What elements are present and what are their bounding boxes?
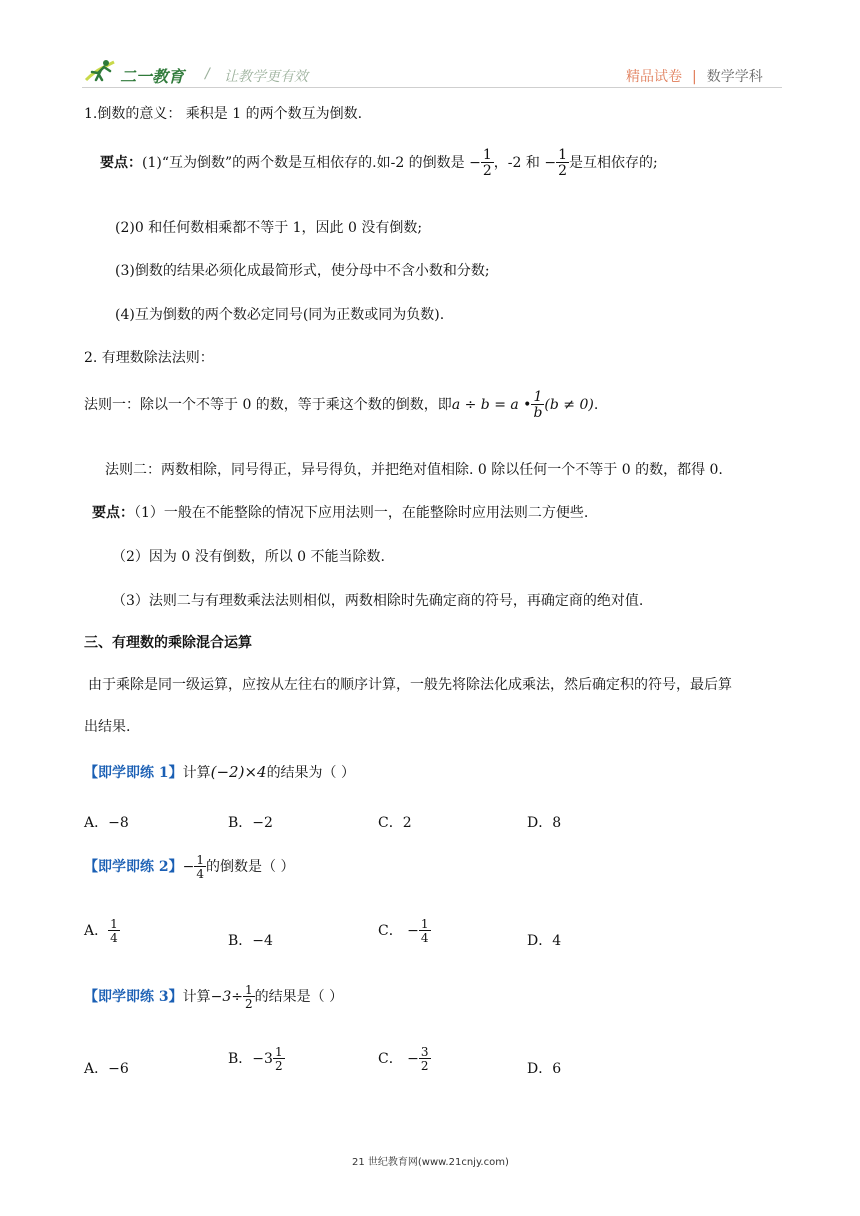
s3-paragraph-line-2: 出结果. (84, 719, 131, 735)
q3-stem-a: 计算 (182, 989, 211, 1005)
q1-expression: (−2)×4 (210, 763, 267, 781)
q2-option-a[interactable]: A． $\frac{1}{4}$ (84, 917, 118, 945)
header-logo (84, 58, 118, 88)
question-3-stem (84, 984, 343, 1010)
q2-stem-b: 的倒数是（ ） (206, 859, 295, 875)
q1-stem-a: 计算 (182, 765, 211, 781)
page-footer: 21 世纪教育网(www.21cnjy.com) (352, 1157, 509, 1168)
s2-rule-2: 法则二：两数相除，同号得正，异号得负，并把绝对值相除. 0 除以任何一个不等于 0 的数，都得 0. (105, 462, 723, 478)
s3-paragraph-line-1: 由于乘除是同一级运算，应按从左往右的顺序计算，一般先将除法化成乘法，然后确定积的符号，最后算 (88, 677, 732, 693)
keypoint-label-2: 要点： (92, 505, 134, 521)
q2-option-d[interactable]: D．4 (527, 933, 562, 949)
s1-keypoint-3: (3)倒数的结果必须化成最简形式，使分母中不含小数和分数; (115, 263, 490, 279)
s1-kp1-text-b: ，-2 和 (493, 155, 540, 171)
runner-logo-icon (84, 58, 118, 84)
neg-half-fraction: − $\frac{1}{2}$ (464, 147, 492, 179)
q2-option-b[interactable]: B．−4 (228, 933, 273, 949)
q3-option-a[interactable]: A．−6 (84, 1061, 129, 1077)
keypoint-label: 要点： (100, 155, 142, 171)
q3-half-fraction: $\frac{1}{2}$ (245, 983, 253, 1011)
q2-option-c[interactable]: C． − $\frac{1}{4}$ (378, 917, 429, 945)
q3-stem-b: 的结果是（ ） (254, 989, 344, 1005)
slogan-separator: / (205, 66, 210, 82)
s2-keypoint-1 (92, 502, 588, 522)
s1-keypoint-4: (4)互为倒数的两个数必定同号(同为正数或同为负数). (115, 307, 445, 323)
q2-neg-quarter-fraction: − $\frac{1}{4}$ (182, 853, 204, 881)
q1-option-c[interactable]: C．2 (378, 815, 412, 831)
s2-kp1-text: （1）一般在不能整除的情况下应用法则一，在能整除时应用法则二方便些. (134, 505, 589, 521)
s1-kp1-text-a: (1)“互为倒数”的两个数是互相依存的.如-2 的倒数是 (142, 155, 465, 171)
question-2-tag: 【即学即练 2】 (84, 859, 183, 875)
s1-keypoint-1 (100, 148, 658, 178)
q1-option-b[interactable]: B．−2 (228, 815, 273, 831)
s2-keypoint-3: （3）法则二与有理数乘法法则相似，两数相除时先确定商的符号，再确定商的绝对值. (112, 593, 644, 609)
s2-keypoint-2: （2）因为 0 没有倒数，所以 0 不能当除数. (112, 549, 385, 565)
question-1-stem (84, 762, 355, 782)
q3-option-c[interactable]: C． − $\frac{3}{2}$ (378, 1045, 429, 1073)
header-right (626, 66, 763, 86)
q1-option-d[interactable]: D．8 (527, 815, 562, 831)
s3-title: 三、有理数的乘除混合运算 (84, 635, 252, 651)
rule1-text: 法则一：除以一个不等于 0 的数，等于乘这个数的倒数，即 (84, 397, 452, 413)
q3-option-b[interactable]: B．−3 $\frac{1}{2}$ (228, 1045, 283, 1073)
logo-text: 二一教育 (120, 67, 185, 86)
s2-rule-1 (84, 390, 598, 420)
header-divider (82, 87, 782, 88)
header-slogan: 让教学更有效 (224, 69, 308, 85)
s1-keypoint-2: (2)0 和任何数相乘都不等于 1，因此 0 没有倒数; (115, 220, 423, 236)
rule1-end: . (593, 397, 599, 413)
one-over-b-fraction: $\frac{1}{b}$ (533, 389, 543, 421)
question-3-tag: 【即学即练 3】 (84, 989, 183, 1005)
s2-title: 2. 有理数除法法则： (84, 350, 214, 366)
q1-option-a[interactable]: A．−8 (84, 815, 129, 831)
q1-stem-b: 的结果为（ ） (266, 765, 356, 781)
q3-option-d[interactable]: D．6 (527, 1061, 562, 1077)
question-2-stem (84, 854, 294, 880)
question-1-tag: 【即学即练 1】 (84, 765, 183, 781)
header-subject: 数学学科 (706, 69, 763, 85)
rule1-formula-left: a ÷ b = a • (451, 397, 532, 413)
q3-expression: −3÷ (210, 989, 243, 1005)
s1-kp1-text-c: 是互相依存的; (569, 155, 658, 171)
header-right-label: 精品试卷 (626, 69, 682, 85)
s1-title: 1.倒数的意义： 乘积是 1 的两个数互为倒数. (84, 106, 363, 122)
rule1-formula-right: (b ≠ 0) (544, 397, 594, 413)
header-right-separator: | (692, 69, 697, 85)
neg-half-fraction-2: − $\frac{1}{2}$ (539, 147, 567, 179)
